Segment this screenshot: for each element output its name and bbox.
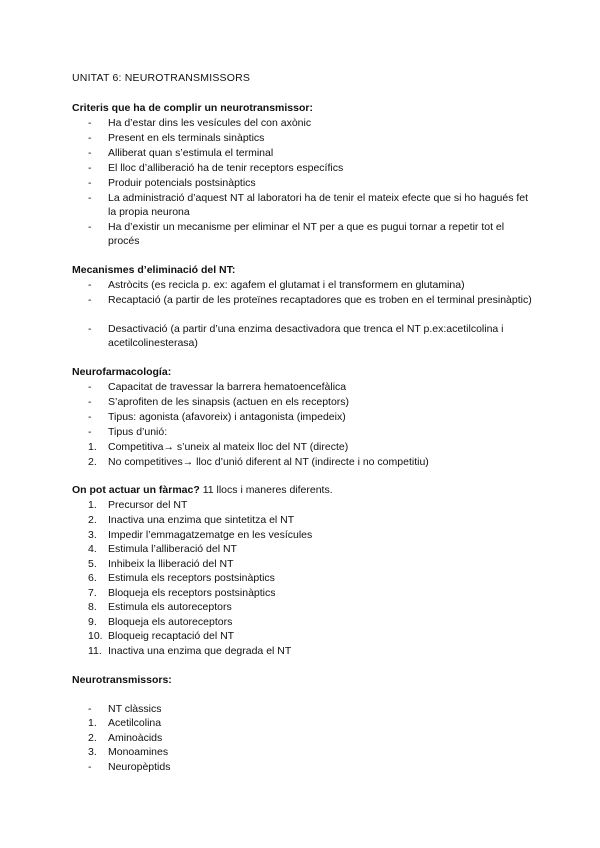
list-item-text: Tipus: agonista (afavoreix) i antagonista (impedeix) [108,411,346,423]
list-marker: 11. [88,645,102,657]
list-item-text: Present en els terminals sinàptics [108,132,265,144]
list-item-text: Ha d’existir un mecanisme per eliminar el NT per a que es pugui tornar a repetir tot el procés [108,221,505,247]
list-marker: - [88,279,92,291]
list-item-text: Neuropèptids [108,761,171,773]
section-heading-neurotransmissors: Neurotransmissors: [72,674,172,686]
section-heading-criteris: Criteris que ha de complir un neurotransmissor: [72,102,313,114]
section-heading-neurofarmacologia: Neurofarmacología: [72,366,172,378]
list-marker: 7. [88,587,97,599]
list-item-text: Precursor del NT [108,499,188,511]
list-marker: - [88,132,92,144]
list-item-text: Acetilcolina [108,717,162,729]
list-marker: 2. [88,732,97,744]
list-marker: - [88,396,92,408]
list-marker: 3. [88,746,97,758]
list-item-text: Estimula els autoreceptors [108,601,232,613]
list-item-text: Estimula l’alliberació del NT [108,543,237,555]
list-item-text: S’aprofiten de les sinapsis (actuen en els receptors) [108,396,350,408]
list-item-text: Capacitat de travessar la barrera hematoencefàlica [108,381,347,393]
list-marker: - [88,162,92,174]
list-item-text: Competitiva→ s’uneix al mateix lloc del NT (directe) [108,441,349,453]
list-marker: 10. [88,630,103,642]
list-marker: - [88,323,92,335]
list-marker: - [88,147,92,159]
list-marker: - [88,117,92,129]
list-item-text: Inhibeix la lliberació del NT [108,558,234,570]
list-item-text: Impedir l’emmagatzematge en les vesícules [108,529,313,541]
list-item-text: Monoamines [108,746,169,758]
list-item-text: Inactiva una enzima que degrada el NT [108,645,292,657]
list-marker: - [88,294,92,306]
list-marker: 1. [88,717,97,729]
list-item-text: Alliberat quan s’estimula el terminal [108,147,274,159]
list-marker: 1. [88,499,97,511]
list-item-text: Astròcits (es recicla p. ex: agafem el glutamat i el transformem en glutamina) [108,279,465,291]
list-marker: - [88,703,92,715]
list-marker: 1. [88,441,97,453]
list-marker: - [88,381,92,393]
list-marker: 4. [88,543,97,555]
list-item-text: Bloqueja els autoreceptors [108,616,233,628]
list-item-text: Inactiva una enzima que sintetitza el NT [108,514,295,526]
page-title: UNITAT 6: NEUROTRANSMISSORS [72,72,251,84]
list-marker: 5. [88,558,97,570]
list-marker: - [88,426,92,438]
list-marker: 3. [88,529,97,541]
list-item-text: El lloc d’alliberació ha de tenir receptors específics [108,162,344,174]
section-heading-mecanismes: Mecanismes d’eliminació del NT: [72,264,236,276]
list-marker: 6. [88,572,97,584]
list-item-text: Produir potencials postsinàptics [108,177,256,189]
list-item-text: Aminoàcids [108,732,163,744]
list-item-text: Tipus d’unió: [108,426,168,438]
list-marker: - [88,761,92,773]
list-item-text: La administració d’aquest NT al laboratori ha de tenir el mateix efecte que si ho hagués fet la propia neurona [108,192,529,218]
section-heading-farmac: On pot actuar un fàrmac? 11 llocs i maneres diferents. [72,484,333,496]
list-item-text: Ha d’estar dins les vesícules del con axònic [108,117,312,129]
list-item-text: Recaptació (a partir de les proteïnes recaptadores que es troben en el terminal presinàptic) [108,294,532,306]
list-marker: 9. [88,616,97,628]
list-item-text: Desactivació (a partir d’una enzima desactivadora que trenca el NT p.ex:acetilcolina i acetilcolinesterasa) [108,323,504,349]
list-marker: - [88,177,92,189]
list-item-text: Bloqueig recaptació del NT [108,630,235,642]
list-item-text: NT clàssics [108,703,162,715]
list-marker: 2. [88,514,97,526]
list-marker: 8. [88,601,97,613]
list-marker: - [88,411,92,423]
list-marker: - [88,221,92,233]
list-marker: - [88,192,92,204]
list-marker: 2. [88,456,97,468]
list-item-text: Estimula els receptors postsinàptics [108,572,275,584]
list-item-text: Bloqueja els receptors postsinàptics [108,587,276,599]
list-item-text: No competitives→ lloc d’unió diferent al NT (indirecte i no competitiu) [108,456,429,468]
